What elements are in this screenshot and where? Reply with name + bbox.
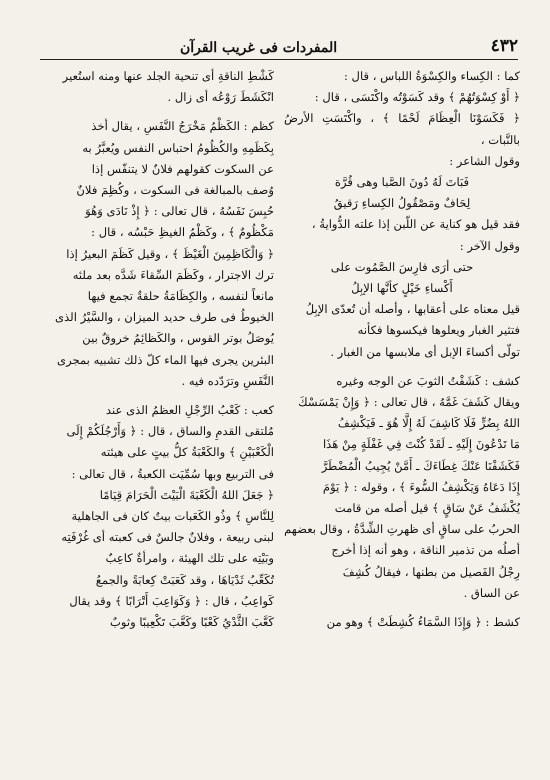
verse-line: أَكْساءِ خَيْلٍ كأنَّها الإبِلُ <box>351 281 453 296</box>
text-line: الخيوطُ فى طرف حديد الميزان ، والسَّيْرُ الذى <box>55 310 274 325</box>
verse-line: فَبَاتَ لَهُ دُونَ الصَّبا وهى قُرَّة <box>334 175 470 190</box>
text-line: ﴿ فَكَسَوْنَا الْعِظَامَ لَحْمًا ﴾ ، واكْتَسَتِ الأرضُ بالنَّبات ، <box>284 111 520 147</box>
text-line: مانعاً لنفسه ، والكِظَامَةُ حلقةٌ تجمع فيها <box>87 289 274 304</box>
text-line: فَكَشَفْنَا عَنْكَ غِطَاءَكَ ـ أَمَّنْ يُجِيبُ الْمُضْطَرَّ <box>321 458 520 473</box>
text-line: البئرين يجرى فيها الماء كلّ ذلك تشبيه بمجرى <box>57 352 274 367</box>
text-line: كما : الكِساء والكِسْوَةُ اللباس ، قال : <box>343 69 520 83</box>
text-line: حُبِسَ نَفَسُهُ ، قال تعالى : ﴿ إِذْ نَادَى وَهُوَ <box>85 204 274 219</box>
text-line: ﴿ جَعَلَ اللهُ الْكَعْبَةَ الْبَيْتَ الْحَرَامَ قِيَامًا <box>99 487 274 502</box>
text-line: مَا تَدْعُونَ إِلَيْهِ ـ لَقَدْ كُنْتَ فِي غَفْلَةٍ مِنْ هَذَا <box>322 437 520 452</box>
text-line: يُكْشَفُ عَنْ سَاقٍ ﴾ قيل أصله من قامت <box>334 501 520 516</box>
text-line: مُلتقى القدمِ والساق ، قال : ﴿ وَأَرْجُلَكُمْ إِلَى <box>66 424 274 439</box>
left-column <box>38 66 274 762</box>
text-line: مَكْظُومٌ ﴾ ، وكَظْمُ الغيظِ حَبْسُه ، قال : <box>91 225 274 240</box>
text-line: ويقال كَشَفَ غَمَّهُ ، قال تعالى : ﴿ وَإِنْ يَمْسَسْكَ <box>298 395 520 410</box>
paragraph-gap <box>284 604 520 612</box>
text-line: انْكَشَطَ رَوْعُه أى زال . <box>167 90 274 105</box>
text-line: كعب : كَعْبُ الرِّجْلِ العظمُ الذى عند <box>105 403 274 418</box>
text-line: كَشْطِ الناقةِ أى تنحية الجلد عنها ومنه استُعير <box>62 69 274 83</box>
paragraph-gap <box>38 108 274 116</box>
text-line: تولّى أكساءَ الإبل أى ملابسها من الغبار . <box>330 344 520 359</box>
text-line: الْكَعْبَيْنِ ﴾ والكَعْبَةُ كلُّ بيتٍ على هيئته <box>100 445 274 460</box>
verse-line: حتى أرَى فارِسَ الصَّمُوت على <box>330 259 474 274</box>
text-line: لبنى ربيعة ، وفلانٌ جالسٌ فى كعبته أى غُرْفَتِه <box>61 530 274 545</box>
text-line: الحربُ على ساقٍ أى ظهرتِ الشِّدَّةُ ، وقال بعضهم <box>284 522 520 537</box>
paragraph-gap <box>38 392 274 400</box>
text-line: قيل معناه على أعقابها ، وأصله أن تُعدّى الإبِلُ <box>305 302 520 317</box>
text-line: لِلنَّاسِ ﴾ وذُو الكَعَبات بيتٌ كان فى الجاهلية <box>71 509 274 524</box>
text-line: وقول الآخر : <box>459 238 520 253</box>
text-line: أصلُه من تذمير الناقة ، وهو أنه إذا أخرج <box>331 543 520 558</box>
text-line: كشف : كَشَفْتُ الثوبَ عن الوجه وغيره <box>336 373 520 388</box>
page-number: ٤٣٢ <box>490 36 518 56</box>
right-column <box>284 66 520 762</box>
text-line: كَعَّبَ الثَّدْيُ كَعْبًا وكَعَّبَ تَكْعِيبًا وثوبٌ <box>109 615 274 630</box>
text-line: فى التربيع وبها سُمِّيَت الكعبةُ ، قال تعالى : <box>71 466 274 481</box>
text-line: رِجْلُ الفَصيل من بطنها ، فيقالُ كُشِفَ <box>342 564 520 579</box>
running-title: المفردات فى غريب القرآن <box>180 40 338 56</box>
text-columns <box>38 66 520 762</box>
text-line: ﴿ أَوْ كِسْوَتُهُمْ ﴾ وقد كَسَوْتُه واكْتَسَى ، قال : <box>314 90 520 105</box>
text-line: فتثير الغبار ويعلوها فيكسوها فكأنه <box>357 323 520 338</box>
text-line: ﴿ وَالْكَاظِمِينَ الْغَيْظَ ﴾ ، وقيل كَظَمَ البعيرُ إذا <box>66 246 274 261</box>
text-line: كشط : ﴿ وَإِذَا السَّمَاءُ كُشِطَتْ ﴾ وهو من <box>326 615 520 630</box>
text-line: بِكَظَمِهِ والكُظُومُ احتباس النفس ويُعبَّرُ به <box>82 140 274 155</box>
text-line: ترك الاجترار ، وكَظَمَ السِّقاءَ شَدَّه بعد ملئه <box>72 267 274 282</box>
text-line: فقد قيل هو كناية عن اللّبن إذا علته الدُّوايةُ ، <box>311 217 520 232</box>
text-line: عن السكوت كقولهم فلانٌ لا يتنفّس إذا <box>91 161 274 176</box>
text-line: اللهُ بِضُرٍّ فَلَا كَاشِفَ لَهُ إِلَّا هُوَ ـ فَيَكْشِفُ <box>337 416 520 431</box>
text-line: وُصف بالمبالغة فى السكوت ، وكُظِمَ فلانٌ <box>76 183 274 198</box>
paragraph-gap <box>284 363 520 371</box>
text-line: يُوصَلُ بوتر القوس ، والكَظائِمُ خروقٌ بين <box>82 331 274 346</box>
text-line: تُكَعِّبُ ثَدْيَاهَا ، وقد كَعَبَتْ كِعابَةً والجمعُ <box>95 572 274 587</box>
text-line: كظم : الكَظْمُ مَخْرَجُ النَّفَسِ ، يقال أخذ <box>91 119 274 134</box>
text-line: وبَيْتِه على تلك الهيئة ، وامرأةٌ كاعِبٌ <box>105 551 274 566</box>
text-line: كَواعِبُ ، قال : ﴿ وَكَوَاعِبَ أَتْرَابًا ﴾ وقد يقال <box>69 593 274 608</box>
verse-line: لِحَافٌ ومَصْقُولُ الكِساءِ رَقيقُ <box>333 196 471 211</box>
text-line: النَّفَسِ وترَدّده فيه . <box>181 373 274 388</box>
text-line: وقول الشاعر : <box>449 153 520 168</box>
text-line: إِذَا دَعَاهُ وَيَكْشِفُ السُّوءَ ﴾ ، وقوله : ﴿ يَوْمَ <box>322 479 520 494</box>
text-line: عن الساق . <box>463 585 520 600</box>
page-header <box>40 30 518 60</box>
